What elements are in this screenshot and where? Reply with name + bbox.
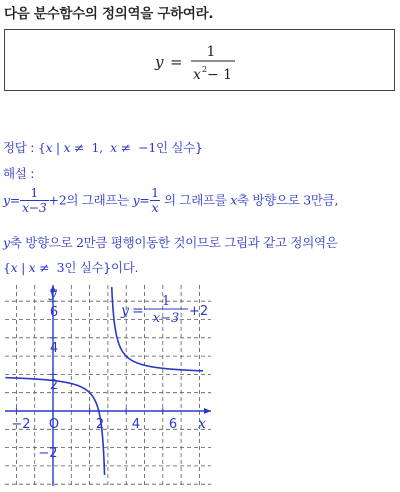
grid bbox=[5, 285, 211, 486]
eq2-text2: 만큼 평행이동한 것이므로 그림과 같고 정의역은 bbox=[83, 235, 338, 250]
eq1-y2: y bbox=[132, 192, 140, 208]
formula-den-exp: 2 bbox=[202, 65, 208, 74]
x-tick-label: −2 bbox=[11, 417, 31, 432]
eq1-text4: 만큼, bbox=[310, 192, 339, 208]
eq1-text3: 축 방향으로 bbox=[236, 192, 304, 208]
eq1-n3: 3 bbox=[303, 192, 311, 208]
eq3-v: 3 bbox=[56, 260, 65, 275]
curve-label bbox=[120, 294, 208, 326]
eq3-tail: 인 실수}이다. bbox=[64, 260, 139, 275]
eq1-equals2: = bbox=[139, 192, 150, 208]
eq2-y: y bbox=[3, 235, 10, 250]
curve-right-branch bbox=[112, 287, 203, 371]
y-tick-label: −2 bbox=[38, 446, 58, 461]
curve-label-y: y bbox=[121, 303, 129, 319]
eq1-numerator: 1 bbox=[30, 185, 39, 200]
y-axis-label: y bbox=[49, 285, 57, 301]
eq2-text1: 축 방향으로 bbox=[9, 235, 76, 250]
eq1-plus: +2 bbox=[48, 192, 67, 208]
formula-den-var: x bbox=[193, 67, 201, 83]
explanation-label: 해설 : bbox=[3, 166, 35, 181]
explanation-line-1 bbox=[3, 186, 338, 216]
question-text: 다음 분수함수의 정의역을 구하여라. bbox=[4, 6, 214, 22]
x-tick-label: 2 bbox=[95, 417, 105, 432]
x-tick-label: 6 bbox=[168, 417, 178, 432]
answer-x3: x bbox=[110, 140, 117, 155]
eq1-text1: 의 그래프는 bbox=[66, 192, 133, 208]
x-axis-label: x bbox=[198, 416, 206, 432]
answer-label: 정답 : bbox=[3, 140, 38, 155]
formula-den-rest: − 1 bbox=[207, 67, 233, 83]
eq1-denominator2: x bbox=[151, 200, 159, 216]
eq1-fraction bbox=[20, 186, 49, 216]
answer-open: { bbox=[37, 140, 46, 155]
formula-box bbox=[4, 29, 395, 91]
answer-ne1: ≠ bbox=[73, 140, 85, 155]
eq1-xv: x bbox=[230, 192, 237, 208]
answer-v1: 1, bbox=[91, 140, 103, 155]
formula-equals: = bbox=[170, 53, 183, 71]
eq2-n2: 2 bbox=[76, 235, 84, 250]
answer-ne2: ≠ bbox=[120, 140, 131, 155]
eq3-x2: x bbox=[28, 260, 36, 275]
answer-bar: | bbox=[52, 140, 64, 155]
origin-label: O bbox=[48, 417, 60, 432]
formula-numerator: 1 bbox=[206, 44, 216, 60]
answer-v2: −1 bbox=[138, 140, 156, 155]
eq3-ne: ≠ bbox=[39, 260, 50, 275]
answer-tail: 인 실수} bbox=[155, 140, 203, 155]
eq3-open: { bbox=[3, 260, 11, 275]
eq1-denominator: x−3 bbox=[21, 200, 47, 216]
curve-label-eq: = bbox=[132, 303, 144, 319]
eq1-fraction2 bbox=[150, 186, 161, 216]
formula-lhs: y bbox=[155, 53, 164, 71]
formula-svg bbox=[5, 30, 394, 90]
answer-x1: x bbox=[45, 140, 53, 155]
curve-label-den: x−3 bbox=[152, 311, 180, 326]
curve-label-plus: +2 bbox=[189, 304, 209, 319]
graph bbox=[3, 283, 213, 492]
explanation-line-2 bbox=[3, 233, 338, 251]
y-tick-label: 2 bbox=[49, 378, 59, 393]
explanation-line-3 bbox=[3, 258, 138, 276]
eq1-y: y bbox=[3, 192, 10, 208]
y-tick-label: 6 bbox=[49, 305, 59, 320]
answer-line bbox=[3, 138, 203, 156]
y-tick-label: 4 bbox=[49, 341, 59, 356]
eq1-text2: 의 그래프를 bbox=[160, 192, 231, 208]
curve-label-num: 1 bbox=[161, 294, 171, 309]
eq3-x1: x bbox=[10, 260, 18, 275]
graph-svg bbox=[3, 283, 213, 488]
x-axis-arrow bbox=[204, 408, 211, 414]
answer-x2: x bbox=[63, 140, 71, 155]
x-tick-label: 4 bbox=[131, 417, 141, 432]
eq1-equals: = bbox=[9, 192, 20, 208]
eq3-bar: | bbox=[17, 260, 29, 275]
eq1-numerator2: 1 bbox=[151, 185, 159, 200]
